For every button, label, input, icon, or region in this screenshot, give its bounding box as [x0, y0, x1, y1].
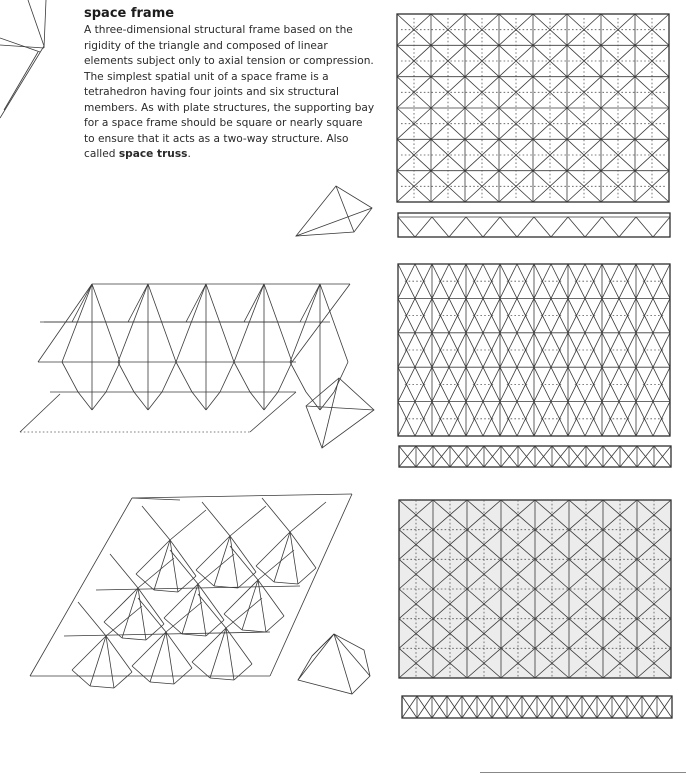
entry-term: space frame — [84, 6, 175, 21]
corner-fragment-drawing — [0, 0, 46, 118]
pyramidal-frame-perspective — [30, 494, 352, 688]
octahedron-unit-drawing — [306, 378, 374, 448]
definition-alias: space truss — [118, 148, 188, 160]
octahedral-frame-perspective — [20, 284, 350, 432]
page-footer-rule — [480, 772, 686, 773]
plan-grid-middle — [398, 264, 670, 436]
section-strip-middle — [399, 446, 671, 467]
section-strip-top — [398, 213, 670, 237]
tetrahedron-unit-drawing — [296, 186, 372, 236]
section-strip-bottom — [402, 696, 672, 718]
plan-grid-top — [397, 14, 669, 202]
plan-grid-bottom — [399, 500, 671, 678]
pyramid-unit-drawing — [298, 634, 370, 694]
definition-end: . — [187, 148, 191, 160]
definition-text: A three-dimensional structural frame based on the rigidity of the triangle and composed of linear elements subject only to axial tension or compression. The simplest spatial unit of a space frame is a tetrahedron having four joints and six structural members. As with plate structures, the supporting bay for a space frame should be square or nearly square to ensure that it acts as a two-way structure. Also called — [84, 24, 375, 160]
